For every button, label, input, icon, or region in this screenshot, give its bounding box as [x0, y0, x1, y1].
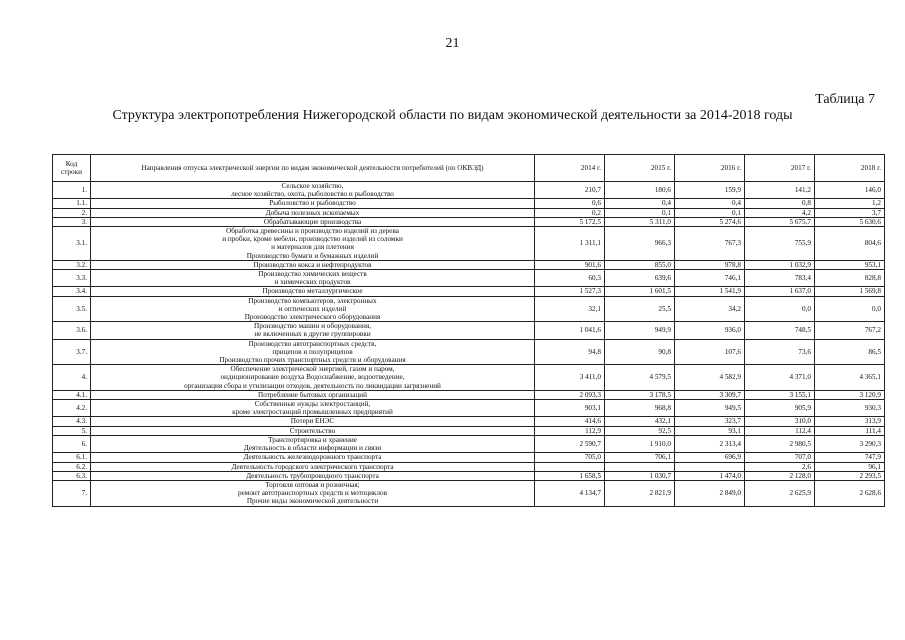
value-cell: 2 849,0 — [675, 480, 745, 506]
row-code: 3.6. — [53, 322, 91, 339]
value-cell: 310,0 — [745, 417, 815, 426]
value-cell: 25,5 — [605, 296, 675, 322]
value-cell: 1 601,5 — [605, 287, 675, 296]
table-row — [53, 182, 885, 199]
value-cell: 60,3 — [535, 270, 605, 287]
value-cell: 3,7 — [815, 208, 885, 217]
description-line: Прочие виды экономической деятельности — [246, 497, 379, 506]
table-row — [53, 400, 885, 417]
value-cell: 978,8 — [675, 260, 745, 269]
table-row — [53, 227, 885, 261]
value-cell: 2 293,5 — [815, 471, 885, 480]
description-line: Обеспечение электрической энергией, газом и паром, — [230, 365, 395, 374]
table-row — [53, 208, 885, 217]
value-cell: 966,3 — [605, 227, 675, 261]
value-cell: 92,5 — [605, 426, 675, 435]
value-cell: 4 134,7 — [535, 480, 605, 506]
value-cell: 3 178,5 — [605, 390, 675, 399]
value-cell: 746,1 — [675, 270, 745, 287]
value-cell: 0,8 — [745, 199, 815, 208]
value-cell: 5 274,6 — [675, 217, 745, 226]
value-cell: 2 980,5 — [745, 435, 815, 452]
table-row — [53, 260, 885, 269]
row-code: 5. — [53, 426, 91, 435]
table-row — [53, 462, 885, 471]
description-line: Деятельность в области информации и связи — [243, 444, 382, 453]
description-line: Обрабатывающие производства — [263, 217, 362, 226]
description-line: Собственные нужды электростанций, — [254, 400, 371, 409]
row-code: 3.7. — [53, 339, 91, 365]
table-row — [53, 199, 885, 208]
description-line: Добыча полезных ископаемых — [265, 208, 360, 217]
value-cell: 432,1 — [605, 417, 675, 426]
row-description — [91, 417, 535, 426]
value-cell: 4 582,9 — [675, 365, 745, 391]
value-cell: 2 821,9 — [605, 480, 675, 506]
description-line: Строительство — [289, 426, 336, 435]
value-cell: 706,1 — [605, 453, 675, 462]
value-cell: 747,9 — [815, 453, 885, 462]
row-description — [91, 182, 535, 199]
row-code: 7. — [53, 480, 91, 506]
value-cell: 905,9 — [745, 400, 815, 417]
header-year: 2017 г. — [745, 155, 815, 182]
row-code: 3.3. — [53, 270, 91, 287]
description-line: Обработка древесины и производство изделий из дерева — [226, 227, 399, 236]
value-cell: 804,6 — [815, 227, 885, 261]
value-cell: 0,0 — [815, 296, 885, 322]
value-cell: 112,9 — [535, 426, 605, 435]
table-row — [53, 390, 885, 399]
description-line: прицепов и полуприцепов — [272, 347, 353, 356]
value-cell: 1 527,3 — [535, 287, 605, 296]
value-cell: 5 675,7 — [745, 217, 815, 226]
row-description — [91, 260, 535, 269]
value-cell: 855,0 — [605, 260, 675, 269]
value-cell — [675, 462, 745, 471]
value-cell: 0,2 — [535, 208, 605, 217]
value-cell: 1 541,9 — [675, 287, 745, 296]
value-cell: 3 155,1 — [745, 390, 815, 399]
table-row — [53, 435, 885, 452]
row-description — [91, 435, 535, 452]
row-code: 4. — [53, 365, 91, 391]
description-line: Потребление бытовых организаций — [258, 390, 367, 399]
table-caption: Таблица 7 — [815, 92, 875, 107]
table-row — [53, 270, 885, 287]
header-code: Код строки — [53, 155, 91, 182]
value-cell: 141,2 — [745, 182, 815, 199]
value-cell: 414,6 — [535, 417, 605, 426]
description-line: и оптических изделий — [278, 304, 347, 313]
value-cell: 968,8 — [605, 400, 675, 417]
value-cell: 0,0 — [745, 296, 815, 322]
description-line: и пробки, кроме мебели, производство изделий из соломки — [222, 235, 403, 244]
row-description — [91, 270, 535, 287]
value-cell: 2 628,6 — [815, 480, 885, 506]
row-description — [91, 339, 535, 365]
row-description — [91, 365, 535, 391]
value-cell: 707,0 — [745, 453, 815, 462]
value-cell: 107,6 — [675, 339, 745, 365]
consumption-table — [52, 154, 885, 507]
value-cell: 2,6 — [745, 462, 815, 471]
value-cell: 4 371,0 — [745, 365, 815, 391]
document-title: Структура электропотребления Нижегородской области по видам экономической деятельности за 2014-2018 годы — [112, 108, 793, 123]
header-direction: Направления отпуска электрической энергии по видам экономической деятельности потребителей (по ОКВЭД) — [91, 155, 535, 182]
row-description — [91, 287, 535, 296]
header-year: 2016 г. — [675, 155, 745, 182]
value-cell: 180,6 — [605, 182, 675, 199]
value-cell: 696,9 — [675, 453, 745, 462]
description-line: Деятельность городского электрического транспорта — [231, 462, 394, 471]
description-line: ремонт автотранспортных средств и мотоциклов — [237, 489, 387, 498]
value-cell: 4 365,1 — [815, 365, 885, 391]
value-cell: 3 309,7 — [675, 390, 745, 399]
table-row — [53, 365, 885, 391]
value-cell: 94,8 — [535, 339, 605, 365]
row-code: 4.3. — [53, 417, 91, 426]
value-cell: 1 569,8 — [815, 287, 885, 296]
description-line: и материалов для плетения — [271, 243, 354, 252]
page-number: 21 — [445, 36, 460, 51]
row-code: 4.2. — [53, 400, 91, 417]
row-code: 4.1. — [53, 390, 91, 399]
description-line: Производство металлургическое — [262, 287, 363, 296]
row-code: 3.5. — [53, 296, 91, 322]
value-cell: 2 590,7 — [535, 435, 605, 452]
table-row — [53, 426, 885, 435]
value-cell — [605, 462, 675, 471]
description-line: кроме электростанций промышленных предприятий — [232, 408, 393, 417]
value-cell: 32,1 — [535, 296, 605, 322]
row-description — [91, 471, 535, 480]
value-cell — [535, 462, 605, 471]
value-cell: 639,6 — [605, 270, 675, 287]
value-cell: 2 128,0 — [745, 471, 815, 480]
value-cell: 936,0 — [675, 322, 745, 339]
description-line: Производство автотранспортных средств, — [248, 339, 377, 348]
description-line: Производство машин и оборудования, — [254, 322, 371, 331]
value-cell: 828,8 — [815, 270, 885, 287]
header-year: 2015 г. — [605, 155, 675, 182]
value-cell: 0,4 — [675, 199, 745, 208]
description-line: Торговля оптовая и розничная; — [265, 480, 360, 489]
value-cell: 34,2 — [675, 296, 745, 322]
row-code: 3.4. — [53, 287, 91, 296]
row-description — [91, 426, 535, 435]
value-cell: 4,2 — [745, 208, 815, 217]
value-cell: 323,7 — [675, 417, 745, 426]
table-row — [53, 296, 885, 322]
description-line: Производство кокса и нефтепродуктов — [253, 260, 372, 269]
value-cell: 949,9 — [605, 322, 675, 339]
value-cell: 1,2 — [815, 199, 885, 208]
value-cell: 903,1 — [535, 400, 605, 417]
value-cell: 1 910,0 — [605, 435, 675, 452]
description-line: организация сбора и утилизации отходов, деятельность по ликвидации загрязнений — [184, 381, 441, 390]
value-cell: 96,1 — [815, 462, 885, 471]
description-line: Сельское хозяйство, — [281, 182, 344, 190]
table-row — [53, 453, 885, 462]
value-cell: 767,2 — [815, 322, 885, 339]
table-header-row — [53, 155, 885, 182]
description-line: лесное хозяйство, охота, рыболовство и рыбоводство — [231, 190, 394, 199]
row-description — [91, 227, 535, 261]
value-cell: 705,0 — [535, 453, 605, 462]
row-description — [91, 322, 535, 339]
value-cell: 2 093,3 — [535, 390, 605, 399]
value-cell: 0,6 — [535, 199, 605, 208]
table-row — [53, 322, 885, 339]
value-cell: 748,5 — [745, 322, 815, 339]
value-cell: 3 411,0 — [535, 365, 605, 391]
value-cell: 4 579,5 — [605, 365, 675, 391]
description-line: не включенных в другие группировки — [254, 330, 371, 339]
row-description — [91, 217, 535, 226]
value-cell: 146,0 — [815, 182, 885, 199]
row-description — [91, 453, 535, 462]
value-cell: 159,9 — [675, 182, 745, 199]
description-line: Рыболовство и рыбоводство — [269, 199, 356, 208]
value-cell: 930,3 — [815, 400, 885, 417]
value-cell: 1 658,5 — [535, 471, 605, 480]
row-description — [91, 480, 535, 506]
value-cell: 112,4 — [745, 426, 815, 435]
row-code: 6.2. — [53, 462, 91, 471]
description-line: Производство химических веществ — [258, 270, 367, 279]
row-code: 6.1. — [53, 453, 91, 462]
row-description — [91, 208, 535, 217]
description-line: Деятельность трубопроводного транспорта — [246, 471, 379, 480]
header-year: 2018 г. — [815, 155, 885, 182]
value-cell: 901,6 — [535, 260, 605, 269]
description-line: Производство электрического оборудования — [244, 313, 381, 322]
table-row — [53, 217, 885, 226]
description-line: Производство бумаги и бумажных изделий — [246, 251, 379, 260]
value-cell: 953,1 — [815, 260, 885, 269]
header-year: 2014 г. — [535, 155, 605, 182]
table-row — [53, 471, 885, 480]
value-cell: 1 041,6 — [535, 322, 605, 339]
value-cell: 210,7 — [535, 182, 605, 199]
description-line: Потери ЕНЭС — [290, 417, 335, 426]
row-code: 3. — [53, 217, 91, 226]
row-code: 3.2. — [53, 260, 91, 269]
value-cell: 0,1 — [605, 208, 675, 217]
value-cell: 1 637,0 — [745, 287, 815, 296]
row-code: 3.1. — [53, 227, 91, 261]
value-cell: 93,1 — [675, 426, 745, 435]
value-cell: 2 313,4 — [675, 435, 745, 452]
value-cell: 1 030,7 — [605, 471, 675, 480]
description-line: Деятельность железнодорожного транспорта — [243, 453, 382, 462]
value-cell: 0,1 — [675, 208, 745, 217]
value-cell: 2 625,9 — [745, 480, 815, 506]
row-description — [91, 462, 535, 471]
value-cell: 86,5 — [815, 339, 885, 365]
value-cell: 1 311,1 — [535, 227, 605, 261]
row-description — [91, 199, 535, 208]
description-line: ондиционирование воздуха Водоснабжение, водоотведение, — [220, 373, 405, 382]
description-line: Производство прочих транспортных средств и оборудования — [219, 356, 406, 365]
value-cell: 755,9 — [745, 227, 815, 261]
value-cell: 5 172,5 — [535, 217, 605, 226]
value-cell: 73,6 — [745, 339, 815, 365]
row-code: 6.3. — [53, 471, 91, 480]
table-row — [53, 339, 885, 365]
value-cell: 3 290,3 — [815, 435, 885, 452]
table-body — [53, 182, 885, 507]
value-cell: 90,8 — [605, 339, 675, 365]
value-cell: 767,3 — [675, 227, 745, 261]
table-row — [53, 480, 885, 506]
value-cell: 1 032,9 — [745, 260, 815, 269]
description-line: Транспортировка и хранение — [268, 435, 357, 444]
value-cell: 313,9 — [815, 417, 885, 426]
description-line: Производство компьютеров, электронных — [248, 296, 377, 305]
value-cell: 0,4 — [605, 199, 675, 208]
row-description — [91, 296, 535, 322]
row-code: 2. — [53, 208, 91, 217]
value-cell: 1 474,0 — [675, 471, 745, 480]
table-row — [53, 287, 885, 296]
description-line: и химических продуктов — [274, 278, 351, 287]
value-cell: 783,4 — [745, 270, 815, 287]
value-cell: 3 120,9 — [815, 390, 885, 399]
row-code: 6. — [53, 435, 91, 452]
value-cell: 5 630,6 — [815, 217, 885, 226]
value-cell: 5 311,0 — [605, 217, 675, 226]
value-cell: 111,4 — [815, 426, 885, 435]
row-description — [91, 390, 535, 399]
row-code: 1.1. — [53, 199, 91, 208]
row-description — [91, 400, 535, 417]
row-code: 1. — [53, 182, 91, 199]
value-cell: 949,5 — [675, 400, 745, 417]
table-row — [53, 417, 885, 426]
